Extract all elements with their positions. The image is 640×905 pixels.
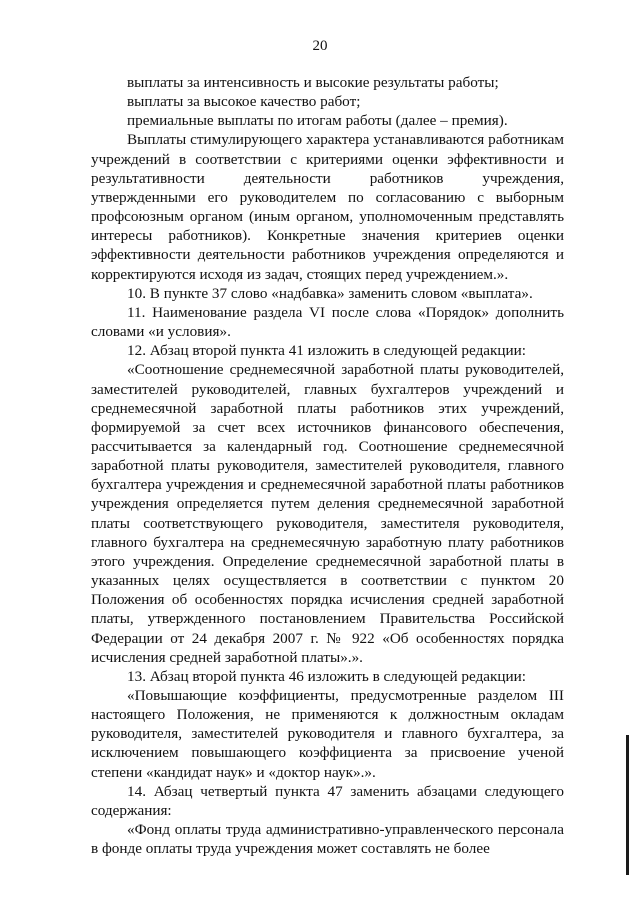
paragraph-item-14: 14. Абзац четвертый пункта 47 заменить абзацами следующего содержания: bbox=[91, 782, 564, 819]
paragraph-item-12: 12. Абзац второй пункта 41 изложить в следующей редакции: bbox=[127, 342, 527, 360]
paragraph-coefficients: «Повышающие коэффициенты, предусмотренные разделом III настоящего Положения, не применяются к должностным окладам руководителя, заместителей руководителя и главного бухгалтера, за исключением повышающего коэффициента за присвоение ученой степени «кандидат наук» и «доктор наук».». bbox=[91, 687, 564, 781]
paragraph-item-10: 10. В пункте 37 слово «надбавка» заменить словом «выплата». bbox=[127, 284, 533, 302]
page-number: 20 bbox=[312, 38, 328, 54]
paragraph-item-11: 11. Наименование раздела VI после слова «Порядок» дополнить словами «и условия». bbox=[91, 303, 564, 341]
paragraph-bonus-quality: выплаты за высокое качество работ; bbox=[127, 93, 361, 111]
paragraph-item-13: 13. Абзац второй пункта 46 изложить в следующей редакции: bbox=[127, 667, 527, 685]
paragraph-bonus-intensity: выплаты за интенсивность и высокие результаты работы; bbox=[127, 74, 499, 91]
paragraph-incentive-payments: Выплаты стимулирующего характера устанавливаются работникам учреждений в соответствии с критериями оценки эффективности и результативности деятельности работников учреждения, утвержденными его руководителем по согласованию с выборным профсоюзным органом (иным органом, уполномоченным представлять интересы работников). Конкретные значения критериев оценки эффективности деятельности работников учреждения определяются и корректируются исходя из задач, стоящих перед учреждением.». bbox=[91, 131, 564, 283]
scan-edge-mark bbox=[626, 735, 629, 875]
paragraph-bonus-premium: премиальные выплаты по итогам работы (далее – премия). bbox=[127, 112, 508, 130]
document-body bbox=[91, 73, 564, 858]
paragraph-salary-ratio: «Соотношение среднемесячной заработной платы руководителей, заместителей руководителей, главных бухгалтеров учреждений и среднемесячной заработной платы работников этих учреждений, формируемой за счет всех источников финансового обеспечения, рассчитывается за календарный год. Соотношение среднемесячной заработной платы руководителя, заместителей руководителя, главного бухгалтера учреждения и среднемесячной заработной платы работников учреждения определяется путем деления среднемесячной заработной платы соответствующего руководителя, заместителя руководителя, главного бухгалтера на среднемесячную заработную плату работников этого учреждения. Определение среднемесячной заработной платы в указанных целях осуществляется в соответствии с пунктом 20 Положения об особенностях порядка исчисления средней заработной платы, утвержденного постановлением Правительства Российской Федерации от 24 декабря 2007 г. № 922 «Об особенностях порядка исчисления средней заработной платы».». bbox=[91, 361, 564, 666]
paragraph-payroll-fund: «Фонд оплаты труда административно-управленческого персонала в фонде оплаты труда учреждения может составлять не более bbox=[91, 821, 564, 858]
